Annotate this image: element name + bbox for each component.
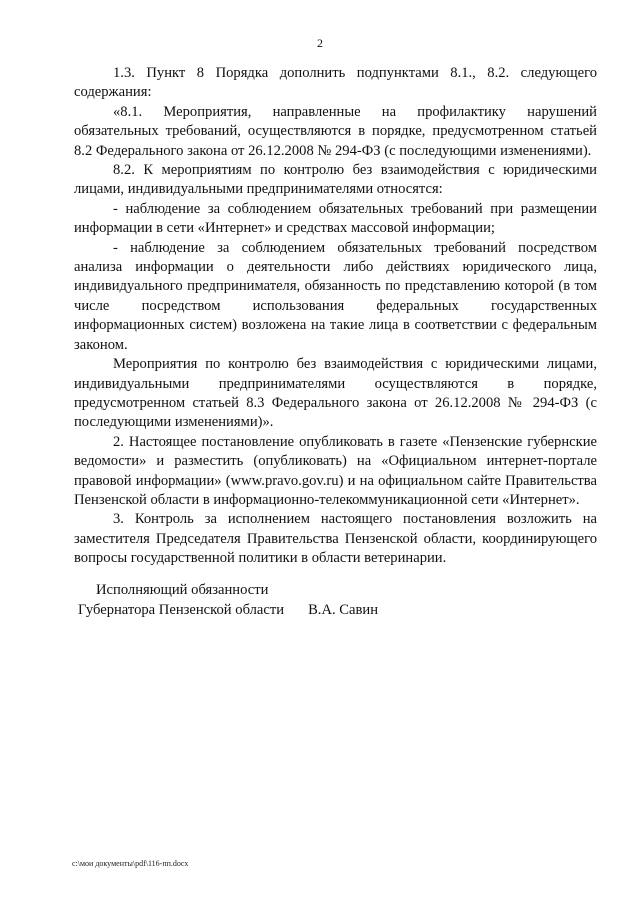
signature-block bbox=[78, 580, 378, 620]
signature-position-line: Исполняющий обязанности bbox=[96, 582, 269, 598]
signature-title: Губернатора Пензенской области bbox=[78, 602, 285, 618]
document-body bbox=[74, 64, 597, 569]
paragraph-bullet-internet: - наблюдение за соблюдением обязательных требований при размещении информации в сети «Интернет» и средствах массовой информации; bbox=[74, 200, 597, 237]
paragraph-control-measures: Мероприятия по контролю без взаимодействия с юридическими лицами, индивидуальными предпринимателями осуществляются в порядке, предусмотренном статьей 8.3 Федерального закона от 26.12.2008 № 294-ФЗ (с последующими изменениями)». bbox=[74, 356, 597, 431]
footer-file-path: c:\мои документы\pdf\116-пп.docx bbox=[72, 859, 189, 868]
paragraph-1-3: 1.3. Пункт 8 Порядка дополнить подпунктами 8.1., 8.2. следующего содержания: bbox=[74, 65, 597, 101]
signatory-name: В.А. Савин bbox=[308, 602, 379, 618]
paragraph-2-publish: 2. Настоящее постановление опубликовать в газете «Пензенские губернские ведомости» и разместить (опубликовать) на «Официальном интернет-портале правовой информации» (www.pravo.gov.ru) и на официальном сайте Правительства Пензенской области в информационно-телекоммуникационной сети «Интернет». bbox=[74, 433, 597, 508]
paragraph-8-2: 8.2. К мероприятиям по контролю без взаимодействия с юридическими лицами, индивидуальными предпринимателями относятся: bbox=[74, 162, 597, 198]
page-number: 2 bbox=[317, 36, 323, 50]
paragraph-bullet-analysis: - наблюдение за соблюдением обязательных требований посредством анализа информации о деятельности либо действиях юридического лица, индивидуального предпринимателя, обязанность по представлению которой (в том числе посредством использования федеральных государственных информационных систем) возложена на такие лица в соответствии с федеральным законом. bbox=[74, 239, 597, 353]
signature-title-row bbox=[78, 600, 378, 620]
paragraph-3-control: 3. Контроль за исполнением настоящего постановления возложить на заместителя Председателя Правительства Пензенской области, координирующего вопросы государственной политики в области ветеринарии. bbox=[74, 511, 597, 567]
paragraph-8-1: «8.1. Мероприятия, направленные на профилактику нарушений обязательных требований, осуществляются в порядке, предусмотренном статьей 8.2 Федерального закона от 26.12.2008 № 294-ФЗ (с последующими изменениями). bbox=[74, 103, 597, 159]
